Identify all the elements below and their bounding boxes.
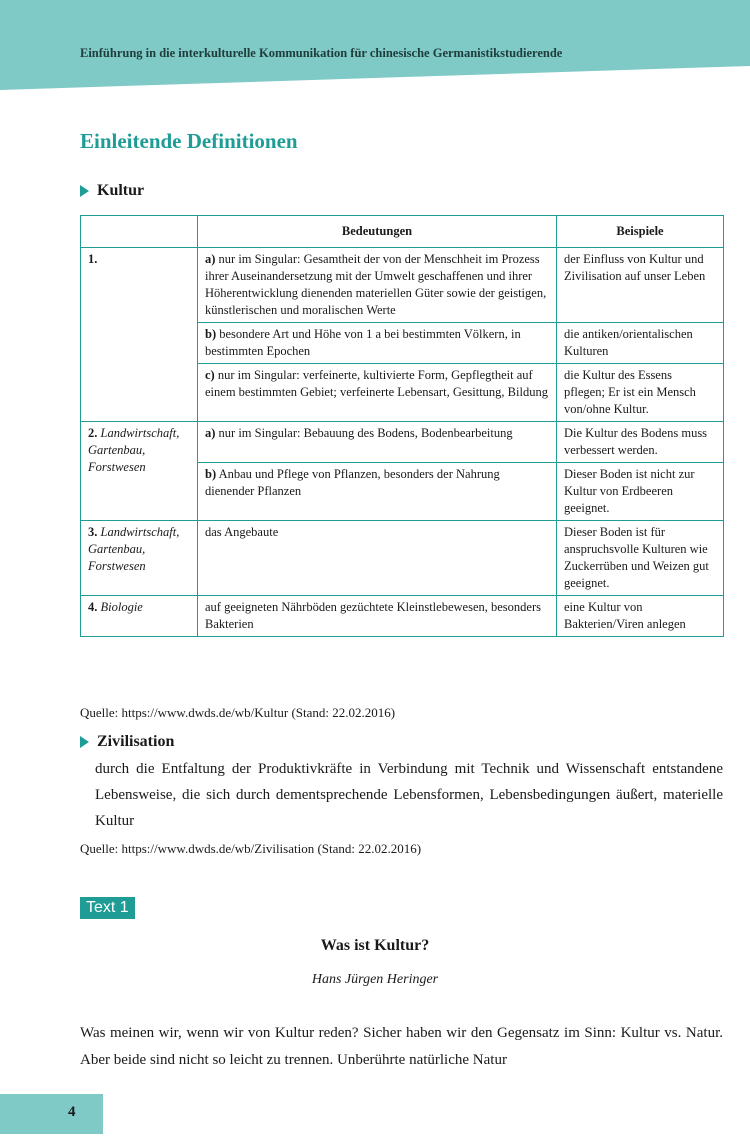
zivilisation-definition: durch die Entfaltung der Produktivkräfte in Verbindung mit Technik und Wissenschaft entstandene Lebensweise, die sich durch dementsprechende Lebensformen, Lebensbedingungen äußert, materielle Kultur [95,761,723,829]
sense-letter: a) [205,426,216,440]
category-cell [81,248,198,422]
meaning-text: nur im Singular: Bebauung des Bodens, Bodenbearbeitung [218,426,513,440]
triangle-bullet-icon [80,185,89,197]
meaning-cell [198,364,557,422]
kultur-definitions-table [80,215,724,637]
example-cell: Dieser Boden ist für anspruchsvolle Kulturen wie Zuckerrüben und Weizen gut geeignet. [557,521,724,596]
table-row [81,248,724,323]
sense-letter: b) [205,327,217,341]
meaning-text: nur im Singular: Gesamtheit der von der Menschheit im Prozess ihrer Auseinandersetzung mit der Umwelt geschaffenen und ihrer Höherentwicklung dienenden materiellen Güter sowie der geistigen, künstlerischen und moralischen Werte [205,252,547,317]
category-number: 2. [88,426,98,440]
article-title: Was ist Kultur? [320,937,430,954]
meaning-text: Anbau und Pflege von Pflanzen, besonders der Nahrung dienender Pflanzen [205,467,500,498]
category-number: 4. [88,600,98,614]
text-badge: Text 1 [80,897,135,919]
example-cell: die Kultur des Essens pflegen; Er ist ein Mensch von/ohne Kultur. [557,364,724,422]
meaning-cell [198,248,557,323]
zivilisation-heading [80,733,174,751]
article-author: Hans Jürgen Heringer [311,972,439,987]
category-label: Biologie [100,600,143,614]
kultur-heading-label: Kultur [97,182,145,199]
sense-letter: b) [205,467,217,481]
article-body: Was meinen wir, wenn wir von Kultur reden? Sicher haben wir den Gegensatz im Sinn: Kultur vs. Natur. Aber beide sind nicht so leicht zu trennen. Unberührte natürliche Natur [80,1025,723,1068]
running-title: Einführung in die interkulturelle Kommunikation für chinesische Germanistikstudierende [80,46,563,60]
table-row [81,422,724,463]
table-row [81,521,724,596]
example-cell: die antiken/orientalischen Kulturen [557,323,724,364]
kultur-heading [80,182,144,200]
zivilisation-source: Quelle: https://www.dwds.de/wb/Zivilisation (Stand: 22.02.2016) [80,841,422,856]
category-number: 3. [88,525,98,539]
meaning-cell [198,323,557,364]
table-header-empty [81,216,198,248]
page-number: 4 [68,1104,76,1120]
table-row [81,596,724,637]
example-cell: Die Kultur des Bodens muss verbessert werden. [557,422,724,463]
header-band [0,0,750,90]
example-cell: Dieser Boden ist nicht zur Kultur von Erdbeeren geeignet. [557,463,724,521]
category-cell [81,422,198,521]
table-header-meanings: Bedeutungen [198,216,557,248]
meaning-cell: auf geeigneten Nährböden gezüchtete Kleinstlebewesen, besonders Bakterien [198,596,557,637]
sense-letter: a) [205,252,216,266]
category-label: Landwirtschaft, Gartenbau, Forstwesen [88,525,180,573]
table-header-row [81,216,724,248]
example-cell: eine Kultur von Bakterien/Viren anlegen [557,596,724,637]
meaning-text: nur im Singular: verfeinerte, kultivierte Form, Gepflegtheit auf einem bestimmten Gebiet; verfeinerte Lebensart, Gesittung, Bildung [205,368,548,399]
kultur-source: Quelle: https://www.dwds.de/wb/Kultur (Stand: 22.02.2016) [80,705,396,720]
category-cell [81,521,198,596]
meaning-text: besondere Art und Höhe von 1 a bei bestimmten Völkern, in bestimmten Epochen [205,327,521,358]
table-header-examples: Beispiele [557,216,724,248]
category-number: 1. [88,252,98,266]
page-number-tab [0,1094,103,1134]
category-cell [81,596,198,637]
section-title: Einleitende Definitionen [80,129,298,153]
example-cell: der Einfluss von Kultur und Zivilisation auf unser Leben [557,248,724,323]
triangle-bullet-icon [80,736,89,748]
zivilisation-heading-label: Zivilisation [97,733,175,750]
sense-letter: c) [205,368,215,382]
meaning-cell [198,463,557,521]
meaning-cell: das Angebaute [198,521,557,596]
category-label: Landwirtschaft, Gartenbau, Forstwesen [88,426,180,474]
meaning-cell [198,422,557,463]
